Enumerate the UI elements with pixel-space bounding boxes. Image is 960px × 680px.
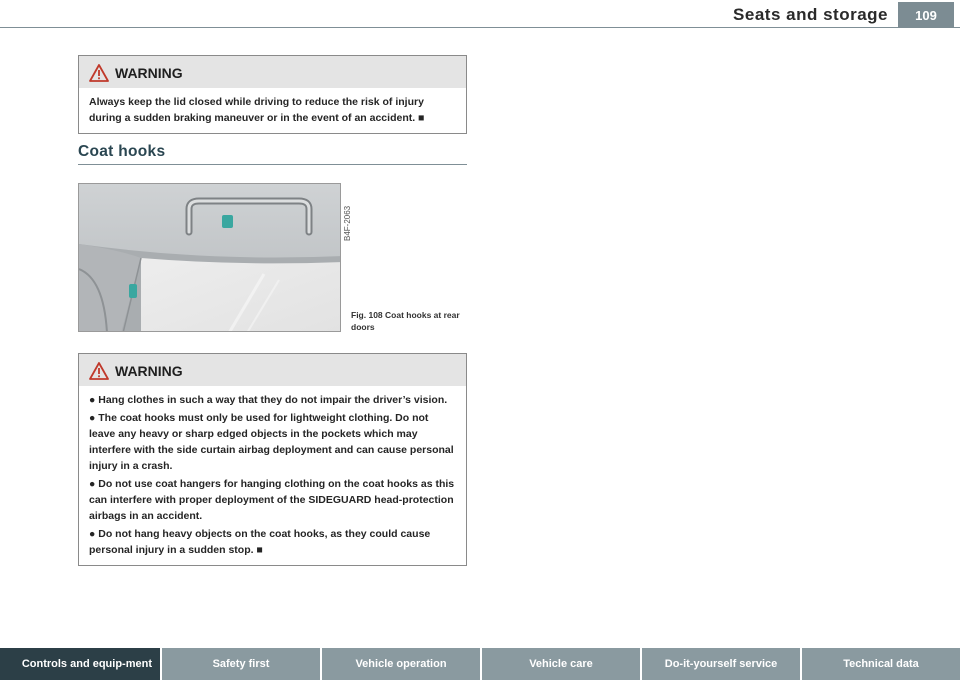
warning-text: Always keep the lid closed while driving to reduce the risk of injury during a sudden braking maneuver or in the event of an accident. ■ [79,88,466,133]
warning-title: WARNING [115,65,183,81]
warning-item: ● Hang clothes in such a way that they do not impair the driver’s vision. [89,394,448,406]
warning-triangle-icon [89,64,109,82]
page-number-badge: 109 [898,2,954,28]
warning-list [79,386,466,565]
tab-technical-data[interactable]: Technical data [802,648,960,680]
warning-header [79,354,466,386]
tab-safety-first[interactable]: Safety first [162,648,320,680]
svg-text:B4F-2063: B4F-2063 [343,205,352,241]
chapter-nav [0,648,960,680]
coat-hook-figure [78,183,341,332]
header-rule [0,27,960,28]
page-header-title: Seats and storage [733,5,888,24]
tab-do-it-yourself-service[interactable]: Do-it-yourself service [642,648,800,680]
warning-box-coat-hooks [78,353,467,566]
warning-item: ● The coat hooks must only be used for lightweight clothing. Do not leave any heavy or sharp edged objects in the pockets which may interfere with the side curtain airbag deployment and can cause personal injury in a crash. [89,412,454,472]
warning-title: WARNING [115,363,183,379]
section-rule [78,164,467,165]
section-title-coat-hooks: Coat hooks [78,143,166,160]
warning-item: ● Do not hang heavy objects on the coat hooks, as they could cause personal injury in a sudden stop. ■ [89,528,431,556]
warning-item: ● Do not use coat hangers for hanging clothing on the coat hooks as this can interfere with proper deployment of the SIDEGUARD head-protection airbags in an accident. [89,478,455,522]
tab-vehicle-operation[interactable]: Vehicle operation [322,648,480,680]
warning-box-lid [78,55,467,134]
coat-hook-lower-marker [129,284,137,298]
figure-code [341,183,353,243]
tab-vehicle-care[interactable]: Vehicle care [482,648,640,680]
coat-hook-illustration [79,184,341,332]
warning-header [79,56,466,88]
coat-hook-upper-marker [222,215,233,228]
tab-controls-and-equipment[interactable]: Controls and equip-ment [0,648,160,680]
figure-caption: Fig. 108 Coat hooks at rear doors [351,310,460,332]
warning-triangle-icon [89,362,109,380]
